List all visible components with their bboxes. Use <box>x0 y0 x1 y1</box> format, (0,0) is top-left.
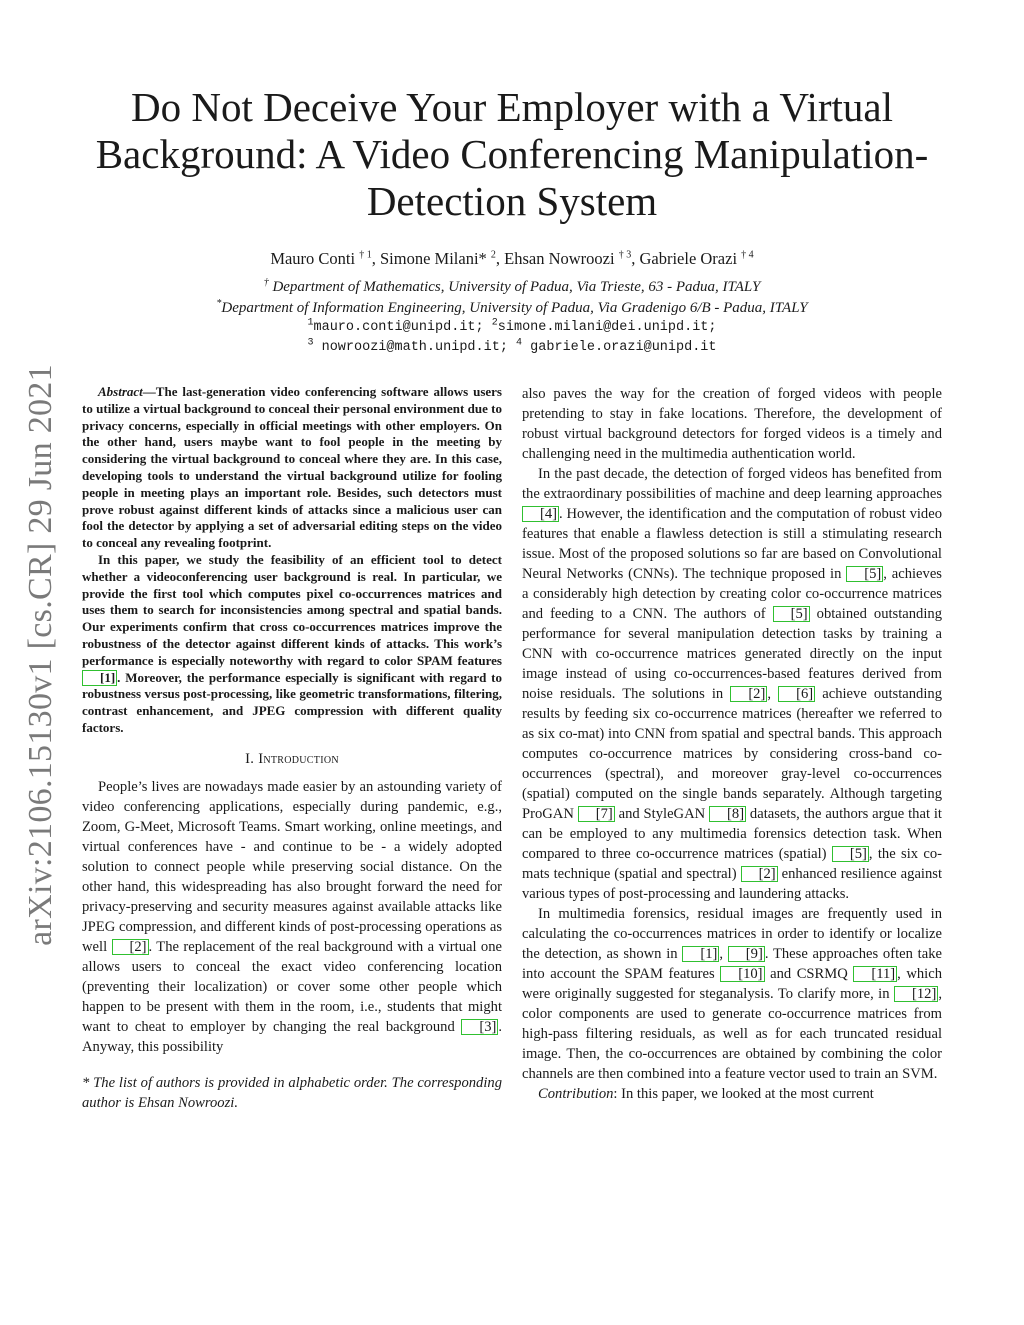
email-mark: 3 <box>307 337 314 349</box>
affiliation-line <box>80 298 944 319</box>
body-text: People’s lives are nowadays made easier by an astounding variety of video conferencing applications, especially during pandemic, e.g., Zoom, G-Meet, Microsoft Teams. Smart working, online meetings, and virtual conferences have - and continue to be - a widely adopted solution to connect people while preserving social distance. On the other hand, this widespreading has also brought forward the need for privacy-preserving and security measures against available attacks like JPEG compression, and different kinds of post-processing operations as well <box>82 778 502 955</box>
paragraph-label: Contribution <box>538 1086 614 1102</box>
body-text: , <box>767 686 771 702</box>
body-text: , <box>719 946 724 962</box>
citation-link[interactable]: [7] <box>578 806 615 822</box>
body-text: datasets, the authors argue that it can be employed to any multimedia forensics detection task. When compared to three co-occurrence matrices (spatial) <box>522 806 942 862</box>
abstract-label: Abstract <box>98 384 143 399</box>
citation-link[interactable]: [4] <box>522 506 559 522</box>
body-text: and StyleGAN <box>614 806 706 822</box>
citation-link[interactable]: [2] <box>730 686 767 702</box>
citation-link[interactable]: [3] <box>461 1019 498 1035</box>
author-name: Simone Milani* <box>379 249 487 268</box>
citation-link[interactable]: [6] <box>778 686 815 702</box>
body-paragraph <box>522 904 942 1084</box>
email-line <box>80 318 944 338</box>
citation-link[interactable]: [11] <box>853 966 897 982</box>
body-text: : In this paper, we looked at the most current <box>613 1086 874 1102</box>
body-text: . Anyway, this possibility <box>82 1018 503 1055</box>
affiliation-mark: * <box>216 298 222 309</box>
body-paragraph <box>522 464 942 904</box>
abstract-paragraph <box>82 552 502 737</box>
paper-title: Do Not Deceive Your Employer with a Virtual Background: A Video Conferencing Manipulation-Detection System <box>95 84 929 224</box>
citation-link[interactable]: [9] <box>728 946 765 962</box>
email-mark: 2 <box>491 317 498 329</box>
arxiv-id: arXiv:2106.15130v1 [cs.CR] 29 Jun 2021 <box>22 364 60 946</box>
affiliation-line <box>80 277 944 298</box>
body-text: obtained outstanding performance for several manipulation detection tasks by training a CNN with co-occurrence matrices generated directly on the input image instead of using co-occurrences-based features derived from noise residuals. The solutions in <box>522 606 942 702</box>
citation-link[interactable]: [5] <box>846 566 883 582</box>
email-address: nowroozi@math.unipd.it; <box>321 340 508 355</box>
body-text: In the past decade, the detection of forged videos has benefited from the extraordinary possibilities of machine and deep learning approaches <box>522 466 942 502</box>
citation-link[interactable]: [2] <box>112 939 149 955</box>
body-paragraph <box>522 1084 942 1104</box>
right-column <box>522 384 942 1104</box>
body-paragraph: also paves the way for the creation of forged videos with people pretending to stay in fake locations. Therefore, the development of robust virtual background detectors for forged videos is a timely and challenging need in the multimedia authentication world. <box>522 386 942 462</box>
body-text: enhanced resilience against various types of post-processing and laundering attacks. <box>522 866 943 902</box>
email-address: gabriele.orazi@unipd.it <box>530 340 717 355</box>
author-name: Mauro Conti <box>270 249 356 268</box>
abstract-text: . Moreover, the performance especially is significant with regard to robustness versus post-processing, like geometric transformations, filtering, contrast enhancement, and JPEG compression with different quality factors. <box>82 669 502 735</box>
body-paragraph <box>82 777 502 1057</box>
email-address: simone.milani@dei.unipd.it; <box>497 320 717 335</box>
abstract-text: —The last-generation video conferencing software allows users to utilize a virtual background to conceal their personal environment due to privacy concerns, especially in official meetings with other employers. On the other hand, users maybe want to fool people in the meeting by considering the virtual background to conceal where they are. In this case, developing tools to understand the virtual background utilize for fooling people in meeting plays an important role. Besides, such detectors must prove robust against different kinds of attacks since a malicious user can fool the detector by applying a set of adversarial editing steps on the video to conceal any revealing footprint. <box>82 384 502 551</box>
citation-link[interactable]: [1] <box>682 946 719 962</box>
body-text: and CSRMQ <box>764 966 848 982</box>
email-mark: 1 <box>307 317 314 329</box>
author-mark: † 1 <box>359 249 372 261</box>
citation-link[interactable]: [8] <box>709 806 746 822</box>
body-text: , the six co-mats technique (spatial and spectral) <box>522 846 942 882</box>
abstract-paragraph <box>82 384 502 552</box>
body-text: . These approaches often take into account the SPAM features <box>522 946 942 982</box>
author-name: Ehsan Nowroozi <box>504 249 615 268</box>
body-text: . The replacement of the real background with a virtual one allows users to conceal the exact video conferencing location (preventing their localization) or cover some other people which happen to be present with them in the room, i.e., students that might want to cheat to employer by changing the real background <box>82 938 502 1035</box>
author-footnote: * The list of authors is provided in alphabetic order. The corresponding author is Ehsan Nowroozi. <box>82 1074 502 1111</box>
body-text: , color components are used to generate co-occurrence matrices from high-pass filtering residuals, as well as for each truncated residual image. Then, the co-occurrences are obtained by combining the color channels are then combined into a feature vector used to train an SVM. <box>522 986 942 1082</box>
author-list: Mauro Conti $^{\dagger 1}$, Simone Milani* $^2$, Ehsan Nowroozi $^{\dagger 3}$, Gabriele Orazi $^{\dagger 4}$ <box>270 249 754 268</box>
email-line <box>80 338 944 358</box>
body-text: . However, the identification and the computation of robust video features that enable a flawless detection is still a stimulating research issue. Most of the proposed solutions so far are based on Convolutional Neural Networks (CNNs). The technique proposed in <box>522 506 942 582</box>
citation-link[interactable]: [1] <box>82 670 117 686</box>
abstract <box>82 384 502 737</box>
body-text: In multimedia forensics, residual images are frequently used in calculating the co-occurrences matrices in order to identify or localize the detection, as shown in <box>522 906 942 962</box>
abstract-text: In this paper, we study the feasibility of an efficient tool to detect whether a videoconferencing user background is real. In particular, we provide the first tool which computes pixel co-occurrences matrices and uses them to search for inconsistencies among spectral and spatial bands. Our experiments confirm that cross co-occurrences matrices improve the robustness of the detector against different kinds of attacks. This work’s performance is especially noteworthy with regard to color SPAM features <box>82 551 502 668</box>
email-address: mauro.conti@unipd.it; <box>313 320 484 335</box>
affiliation-text: Department of Information Engineering, University of Padua, Via Gradenigo 6/B - Padua, ITALY <box>221 300 808 316</box>
citation-link[interactable]: [10] <box>720 966 764 982</box>
body-text: , which were originally suggested for steganalysis. To clarify more, in <box>522 966 942 1002</box>
author-mark: † 4 <box>741 249 754 261</box>
email-list <box>80 318 944 358</box>
citation-link[interactable]: [5] <box>773 606 810 622</box>
citation-link[interactable]: [2] <box>741 866 778 882</box>
citation-link[interactable]: [12] <box>894 986 938 1002</box>
body-text: , achieves a considerably high detection by creating color co-occurrence matrices and feeding to a CNN. The authors of <box>522 566 942 622</box>
section-title: Introduction <box>258 750 339 767</box>
citation-link[interactable]: [5] <box>832 846 869 862</box>
affiliation-mark: † <box>263 277 269 288</box>
affiliation-text: Department of Mathematics, University of Padua, Via Trieste, 63 - Padua, ITALY <box>272 279 761 295</box>
email-mark: 4 <box>516 337 523 349</box>
author-mark: 2 <box>490 249 496 261</box>
author-mark: † 3 <box>618 249 632 261</box>
left-column <box>82 384 502 1113</box>
arxiv-sidebar-stamp <box>6 360 76 950</box>
author-name: Gabriele Orazi <box>639 249 738 268</box>
section-number: I. <box>245 750 255 767</box>
body-text: achieve outstanding results by feeding six co-occurrence matrices (hereafter we referred to as six co-mat) into CNN from spatial and spectral bands. This approach computes co-occurrence matrices by considering cross-band co-occurrences (spectral), and moreover gray-level co-occurrences (spatial) computed on the single bands separately. Although targeting ProGAN <box>522 686 942 822</box>
section-heading <box>82 749 502 769</box>
affiliations <box>80 277 944 319</box>
